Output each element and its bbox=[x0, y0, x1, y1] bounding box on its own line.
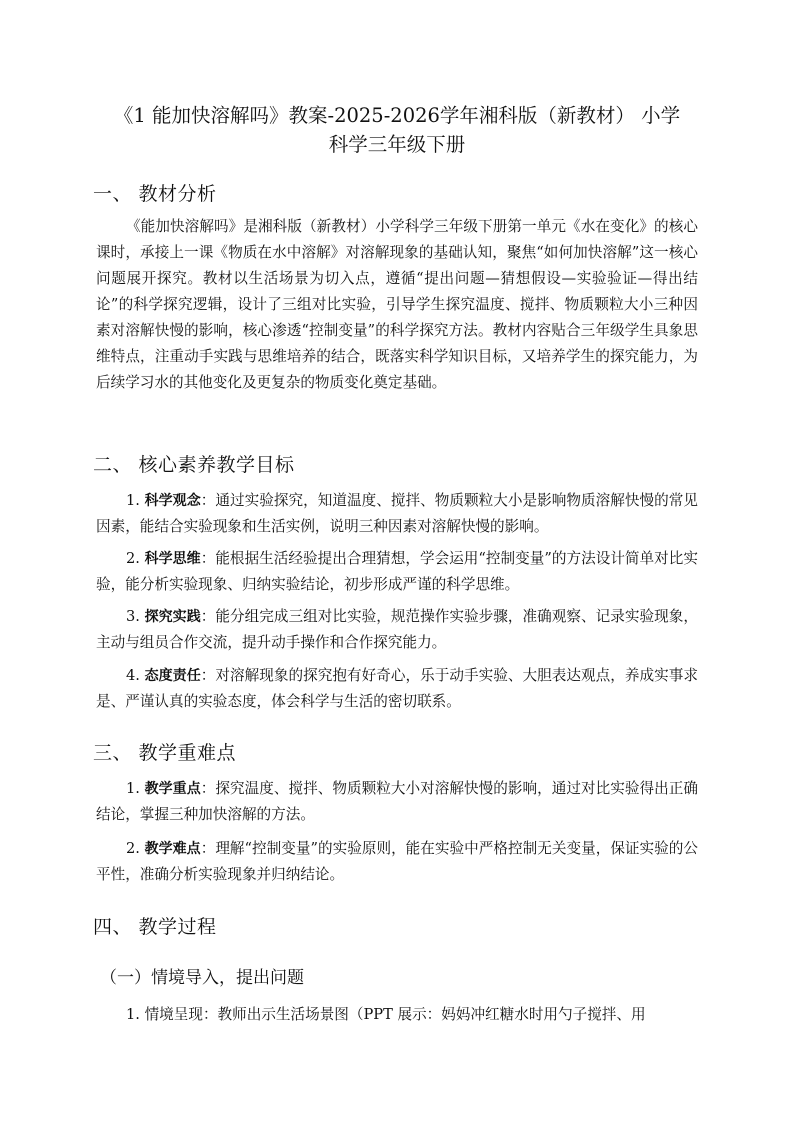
objective-item bbox=[96, 546, 698, 598]
item-text: ：通过实验探究，知道温度、搅拌、物质颗粒大小是影响物质溶解快慢的常见因素，能结合实验现象和生活实例，说明三种因素对溶解快慢的影响。 bbox=[96, 492, 698, 535]
section-heading-analysis: 一、 教材分析 bbox=[93, 183, 217, 205]
keypoint-item bbox=[96, 776, 698, 828]
keypoint-item bbox=[96, 836, 698, 888]
item-label: 科学观念 bbox=[144, 493, 201, 509]
item-number: 4. bbox=[126, 667, 140, 684]
item-text: ：能分组完成三组对比实验，规范操作实验步骤，准确观察、记录实验现象，主动与组员合作交流，提升动手操作和合作探究能力。 bbox=[96, 608, 698, 651]
item-label: 教学重点 bbox=[144, 781, 201, 797]
objective-item bbox=[96, 604, 698, 656]
item-text: ：能根据生活经验提出合理猜想，学会运用“控制变量”的方法设计简单对比实验，能分析实验现象、归纳实验结论，初步形成严谨的科学思维。 bbox=[96, 550, 698, 593]
document-title bbox=[92, 101, 702, 159]
title-line-2: 科学三年级下册 bbox=[328, 133, 466, 156]
subsection-heading-intro: （一）情境导入，提出问题 bbox=[100, 968, 304, 988]
title-line-1: 《1 能加快溶解吗》教案-2025-2026学年湘科版（新教材） 小学 bbox=[113, 104, 681, 127]
objective-item bbox=[96, 663, 698, 715]
item-number: 2. bbox=[126, 840, 140, 857]
item-text: ：探究温度、搅拌、物质颗粒大小对溶解快慢的影响，通过对比实验得出正确结论，掌握三种加快溶解的方法。 bbox=[96, 780, 698, 823]
section-heading-objectives: 二、 核心素养教学目标 bbox=[93, 454, 295, 476]
item-number: 3. bbox=[126, 608, 140, 625]
item-label: 探究实践 bbox=[144, 609, 201, 625]
item-number: 2. bbox=[126, 550, 140, 567]
section-heading-process: 四、 教学过程 bbox=[93, 916, 217, 938]
item-number: 1. bbox=[126, 492, 140, 509]
item-text: ：理解“控制变量”的实验原则，能在实验中严格控制无关变量，保证实验的公平性，准确分析实验现象并归纳结论。 bbox=[96, 840, 698, 883]
item-label: 教学难点 bbox=[144, 841, 201, 857]
section-paragraph-analysis: 《能加快溶解吗》是湘科版（新教材）小学科学三年级下册第一单元《水在变化》的核心课时，承接上一课《物质在水中溶解》对溶解现象的基础认知，聚焦“如何加快溶解”这一核心问题展开探究。教材以生活场景为切入点，遵循“提出问题—猜想假设—实验验证—得出结论”的科学探究逻辑，设计了三组对比实验，引导学生探究温度、搅拌、物质颗粒大小三种因素对溶解快慢的影响，核心渗透“控制变量”的科学探究方法。教材内容贴合三年级学生具象思维特点，注重动手实践与思维培养的结合，既落实科学知识目标，又培养学生的探究能力，为后续学习水的其他变化及更复杂的物质变化奠定基础。 bbox=[96, 218, 698, 391]
section-heading-keypoints: 三、 教学重难点 bbox=[93, 742, 237, 764]
item-number: 1. bbox=[126, 780, 140, 797]
item-text: ：对溶解现象的探究抱有好奇心，乐于动手实验、大胆表达观点，养成实事求是、严谨认真的实验态度，体会科学与生活的密切联系。 bbox=[96, 667, 698, 710]
item-label: 科学思维 bbox=[144, 551, 201, 567]
item-label: 态度责任 bbox=[144, 668, 201, 684]
objective-item bbox=[96, 488, 698, 540]
process-paragraph: 1. 情境呈现：教师出示生活场景图（PPT 展示：妈妈冲红糖水时用勺子搅拌、用 bbox=[126, 1006, 646, 1023]
